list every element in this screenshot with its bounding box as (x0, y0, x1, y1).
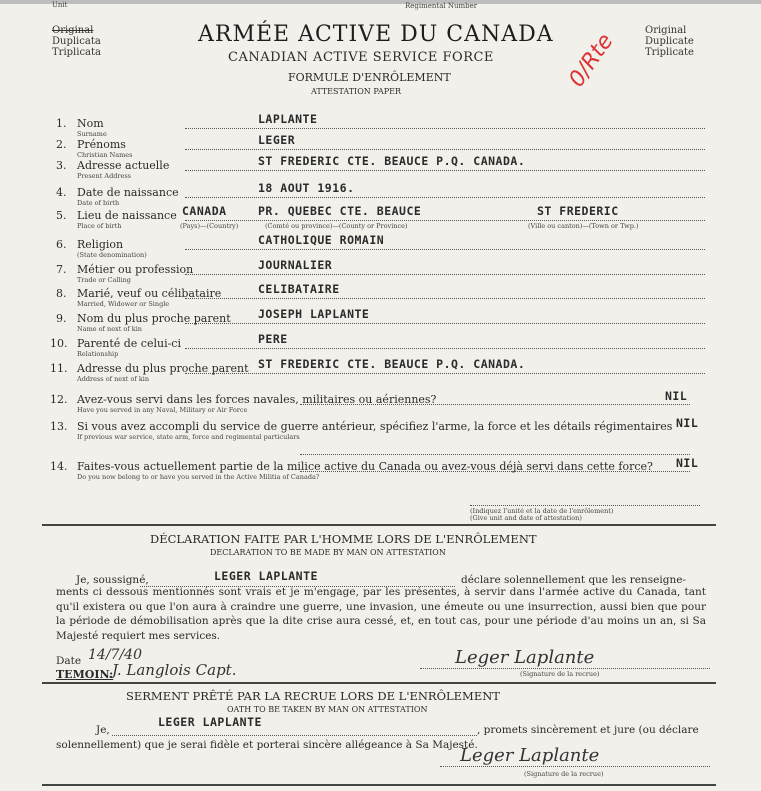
caption-town: (Ville ou canton)—(Town or Twp.) (528, 222, 639, 230)
title-fr: ARMÉE ACTIVE DU CANADA (198, 22, 554, 47)
field-number: 4. (56, 186, 67, 199)
field-label: Date de naissance (77, 186, 179, 199)
oath-je-label: Je, (96, 724, 110, 736)
copy-original: Original (645, 25, 687, 36)
field-number: 12. (50, 393, 68, 406)
field-sublabel: Have you served in any Naval, Military or Air Force (77, 406, 248, 414)
copy-triplicate: Triplicate (645, 47, 694, 58)
unit-caption-fr: (Indiquez l'unité et la date de l'enrôlement) (470, 507, 614, 515)
copy-original: Original (52, 25, 94, 36)
unit-caption-en: (Give unit and date of attestation) (470, 514, 582, 522)
birth-town: ST FREDERIC (537, 204, 619, 218)
field-dotted-line (185, 274, 705, 275)
field-value: NIL (676, 416, 699, 430)
field-value: CELIBATAIRE (258, 282, 340, 296)
copy-duplicata: Duplicata (52, 36, 101, 47)
field-value: PERE (258, 332, 288, 346)
oath-text-line2: solennellement) que je serai fidèle et porterai sincère allégeance à Sa Majesté. (56, 739, 478, 751)
caption-province: (Comté ou province)—(County or Province) (265, 222, 408, 230)
date-value: 14/7/40 (88, 647, 142, 663)
witness-signature: J. Langlois Capt. (112, 661, 237, 679)
field-sublabel: Trade or Calling (77, 276, 131, 284)
field-dotted-line (185, 170, 705, 171)
field-dotted-line (185, 197, 705, 198)
unit-label: Unit (52, 1, 68, 9)
field-label: Faites-vous actuellement partie de la milice active du Canada ou avez-vous déjà servi dans cette force? (77, 460, 653, 473)
declaration-title-fr: DÉCLARATION FAITE PAR L'HOMME LORS DE L'ENRÔLEMENT (150, 532, 537, 546)
unit-date-line (470, 505, 700, 506)
field-number: 13. (50, 420, 68, 433)
field-sublabel: Relationship (77, 350, 119, 358)
regimental-number-label: Regimental Number (405, 2, 478, 10)
oath-title-en: OATH TO BE TAKEN BY MAN ON ATTESTATION (227, 705, 428, 714)
field-dotted-line (185, 348, 705, 349)
field-number: 9. (56, 312, 67, 325)
field-dotted-line (185, 220, 705, 221)
field-dotted-line (185, 149, 705, 150)
field-label: Si vous avez accompli du service de guerre antérieur, spécifiez l'arme, la force et les détails régimentaires (77, 420, 673, 433)
birth-country: CANADA (182, 204, 227, 218)
signature-line (420, 668, 710, 669)
copy-triplicata: Triplicata (52, 47, 101, 58)
field-dotted-line (185, 373, 705, 374)
oath-title-fr: SERMENT PRÊTÉ PAR LA RECRUE LORS DE L'ENRÔLEMENT (126, 689, 500, 703)
bottom-divider (42, 784, 716, 786)
field-label: Lieu de naissance (77, 209, 177, 222)
field-sublabel: Date of birth (77, 199, 120, 207)
field-dotted-line (185, 298, 705, 299)
field-number: 1. (56, 117, 67, 130)
field-label: Parenté de celui-ci (77, 337, 181, 350)
field-label: Avez-vous servi dans les forces navales, militaires ou aériennes? (77, 393, 437, 406)
field-label: Adresse du plus proche parent (77, 362, 249, 375)
field-sublabel: Christian Names (77, 151, 133, 159)
copy-duplicate: Duplicate (645, 36, 694, 47)
field-value: ST FREDERIC CTE. BEAUCE P.Q. CANADA. (258, 154, 526, 168)
form-title-en: ATTESTATION PAPER (311, 87, 401, 96)
field-sublabel: Present Address (77, 172, 132, 180)
field-number: 8. (56, 287, 67, 300)
field-label: Prénoms (77, 138, 126, 151)
field-dotted-line (185, 323, 705, 324)
field-number: 14. (50, 460, 68, 473)
form-title-fr: FORMULE D'ENRÔLEMENT (288, 71, 451, 84)
field-value: LEGER (258, 133, 296, 147)
field-label: Nom du plus proche parent (77, 312, 231, 325)
field-number: 7. (56, 263, 67, 276)
declaration-text: ments ci dessous mentionnés sont vrais et je m'engage, par les présentes, à servir dans l'armée active du Canada, tant qu'il existera ou que l'on aura à craindre une guerre, une invasion, une émeute ou une insurrection, aussi bien que pour la période de démobilisation après que la dite crise aura cessé, et, en tout cas, pour une période d'au moins un an, si Sa Majesté requiert mes services. (56, 586, 706, 642)
field-sublabel: (State denomination) (77, 251, 147, 259)
oath-signature-line (440, 766, 710, 767)
field-dotted-line (300, 404, 690, 405)
field-number: 5. (56, 209, 67, 222)
field-sublabel: Place of birth (77, 222, 122, 230)
field-number: 10. (50, 337, 68, 350)
oath-recruit-signature: Leger Laplante (460, 745, 600, 766)
field-value: NIL (676, 456, 699, 470)
field-number: 6. (56, 238, 67, 251)
field-sublabel: Address of next of kin (77, 375, 150, 383)
field-label: Marié, veuf ou célibataire (77, 287, 222, 300)
field-value: NIL (665, 389, 688, 403)
declaration-title-en: DECLARATION TO BE MADE BY MAN ON ATTESTATION (210, 548, 446, 557)
field-number: 2. (56, 138, 67, 151)
field-value: 18 AOUT 1916. (258, 181, 355, 195)
oath-name-line (112, 735, 477, 736)
date-label: Date (56, 655, 82, 667)
field-label: Religion (77, 238, 124, 251)
section-divider (42, 682, 716, 684)
oath-name: LEGER LAPLANTE (158, 715, 262, 729)
section-divider (42, 524, 716, 526)
declaration-text-line1: déclare solennellement que les renseigne- (461, 574, 686, 586)
caption-country: (Pays)—(Country) (180, 222, 239, 230)
field-sublabel: If previous war service, state arm, force and regimental particulars (77, 433, 300, 441)
field-number: 11. (50, 362, 68, 375)
birth-province: PR. QUEBEC CTE. BEAUCE (258, 204, 422, 218)
field-value: JOURNALIER (258, 258, 333, 272)
field-dotted-line (185, 128, 705, 129)
copy-list-left (52, 25, 101, 58)
declaration-je-label: Je, soussigné, (76, 574, 149, 586)
recruit-signature: Leger Laplante (455, 647, 595, 668)
signature-caption: (Signature de la recrue) (520, 670, 600, 678)
witness-label: TEMOIN: (56, 668, 114, 681)
field-value: LAPLANTE (258, 112, 318, 126)
field-number: 3. (56, 159, 67, 172)
field-sublabel: Married, Widower or Single (77, 300, 170, 308)
oath-text-line1: , promets sincèrement et jure (ou déclare (477, 724, 699, 736)
oath-signature-caption: (Signature de la recrue) (524, 770, 604, 778)
field-label: Adresse actuelle (77, 159, 170, 172)
field-sublabel: Surname (77, 130, 107, 138)
red-handwritten-mark: 0/Rte (564, 29, 619, 92)
declaration-name: LEGER LAPLANTE (214, 569, 318, 583)
copy-list-right (645, 25, 694, 58)
field-value: ST FREDERIC CTE. BEAUCE P.Q. CANADA. (258, 357, 526, 371)
field-sublabel: Name of next of kin (77, 325, 142, 333)
field-dotted-line (185, 249, 705, 250)
field-dotted-line (300, 454, 690, 455)
field-sublabel: Do you now belong to or have you served in the Active Militia of Canada? (77, 473, 320, 481)
field-value: JOSEPH LAPLANTE (258, 307, 370, 321)
scan-top-edge (0, 0, 761, 4)
title-en: CANADIAN ACTIVE SERVICE FORCE (228, 50, 494, 65)
field-label: Métier ou profession (77, 263, 194, 276)
field-label: Nom (77, 117, 104, 130)
field-value: CATHOLIQUE ROMAIN (258, 233, 385, 247)
field-dotted-line (300, 471, 690, 472)
